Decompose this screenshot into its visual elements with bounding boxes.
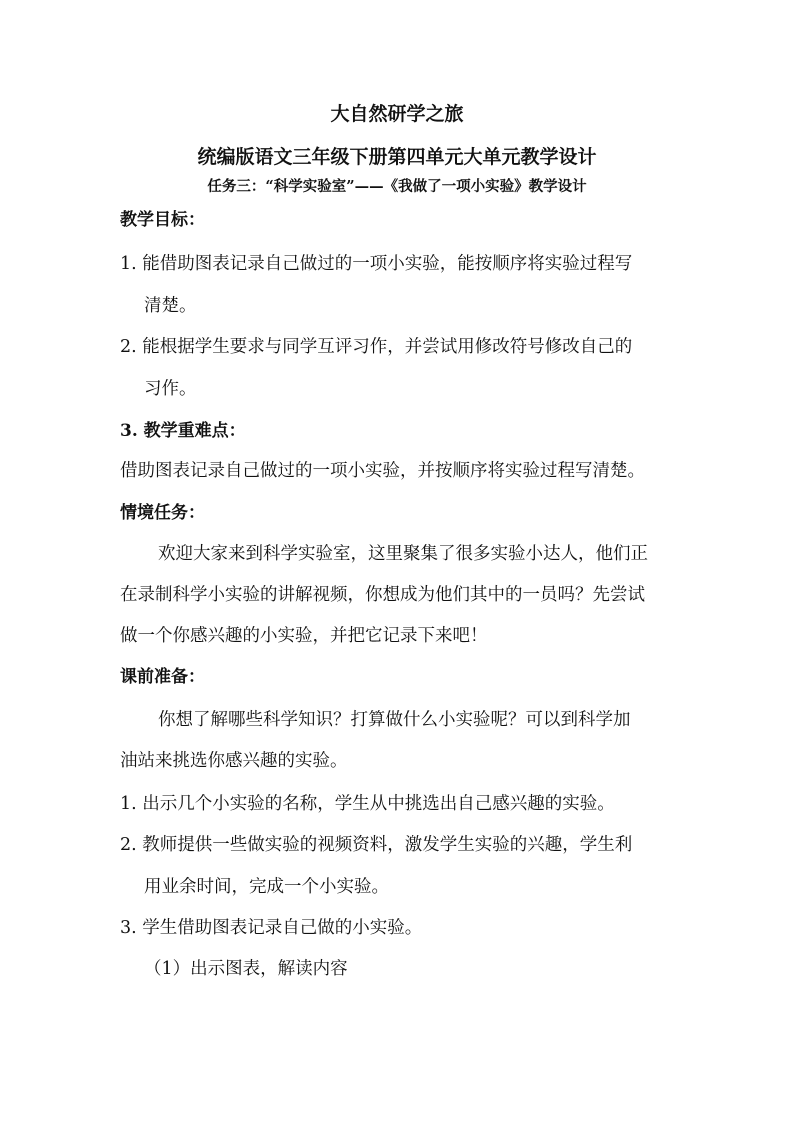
preparation-step-2-line-1: 2. 教师提供一些做实验的视频资料，激发学生实验的兴趣，学生利 <box>120 835 633 855</box>
goal-item-1-line-2: 清楚。 <box>144 296 197 316</box>
key-points-heading: 3. 教学重难点： <box>120 421 246 441</box>
preparation-intro-line-2: 油站来挑选你感兴趣的实验。 <box>120 751 348 771</box>
goal-item-2-line-1: 2. 能根据学生要求与同学互评习作，并尝试用修改符号修改自己的 <box>120 337 633 357</box>
preparation-sub-item-1: （1）出示图表，解读内容 <box>144 959 348 979</box>
situation-line-2: 在录制科学小实验的讲解视频，你想成为他们其中的一员吗？先尝试 <box>120 585 645 605</box>
situation-line-3: 做一个你感兴趣的小实验，并把它记录下来吧！ <box>120 626 488 646</box>
preparation-step-1: 1. 出示几个小实验的名称，学生从中挑选出自己感兴趣的实验。 <box>120 794 615 814</box>
task-title: 任务三：“科学实验室”——《我做了一项小实验》教学设计 <box>207 178 587 195</box>
preparation-heading: 课前准备： <box>120 667 205 687</box>
key-points-text: 借助图表记录自己做过的一项小实验，并按顺序将实验过程写清楚。 <box>120 461 645 481</box>
preparation-step-3: 3. 学生借助图表记录自己做的小实验。 <box>120 918 423 938</box>
document-title: 大自然研学之旅 <box>330 103 464 125</box>
document-subtitle: 统编版语文三年级下册第四单元大单元教学设计 <box>197 146 597 168</box>
goal-item-1-line-1: 1. 能借助图表记录自己做过的一项小实验，能按顺序将实验过程写 <box>120 254 633 274</box>
situation-heading: 情境任务： <box>120 503 205 523</box>
goal-item-2-line-2: 习作。 <box>144 379 197 399</box>
preparation-step-2-line-2: 用业余时间，完成一个小实验。 <box>144 877 389 897</box>
preparation-intro-line-1: 你想了解哪些科学知识？打算做什么小实验呢？可以到科学加 <box>158 710 631 730</box>
situation-line-1: 欢迎大家来到科学实验室，这里聚集了很多实验小达人，他们正 <box>158 544 648 564</box>
goals-heading: 教学目标： <box>120 210 205 230</box>
